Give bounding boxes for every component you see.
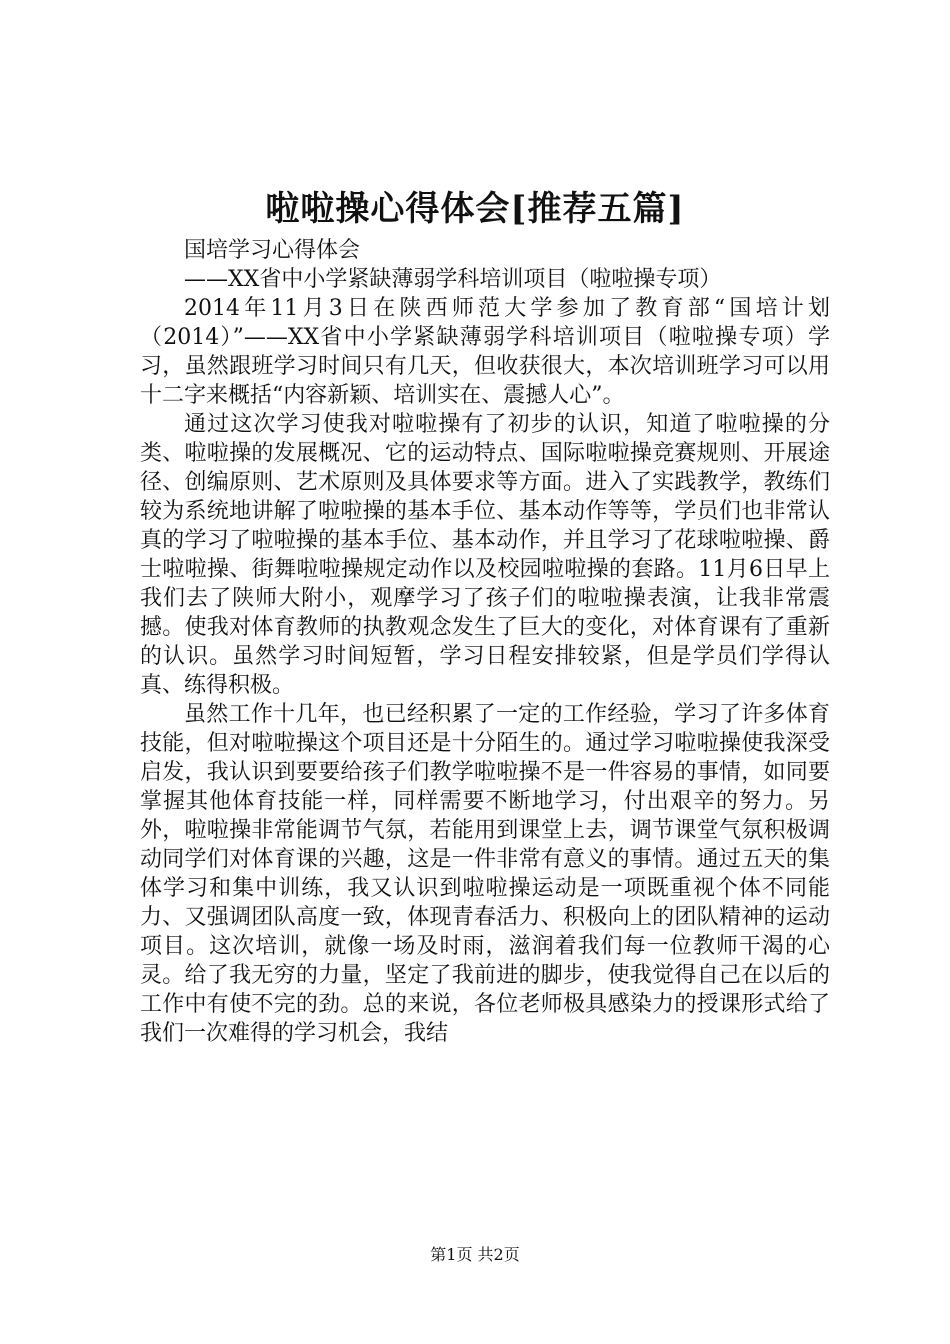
paragraph-project-line: ——XX省中小学紧缺薄弱学科培训项目（啦啦操专项） bbox=[184, 267, 722, 292]
page-number-footer: 第1页 共2页 bbox=[430, 1245, 520, 1264]
document-title: 啦啦操心得体会[推荐五篇] bbox=[265, 189, 685, 229]
paragraph-subtitle: 国培学习心得体会 bbox=[184, 238, 361, 263]
paragraph-learning: 通过这次学习使我对啦啦操有了初步的认识，知道了啦啦操的分类、啦啦操的发展概况、它的运动特点、国际啦啦操竞赛规则、开展途径、创编原则、艺术原则及具体要求等方面。进入了实践教学，教练们较为系统地讲解了啦啦操的基本手位、基本动作等等，学员们也非常认真的学习了啦啦操的基本手位、基本动作，并且学习了花球啦啦操、爵士啦啦操、街舞啦啦操规定动作以及校园啦啦操的套路。11月6日早上我们去了陕师大附小，观摩学习了孩子们的啦啦操表演，让我非常震撼。使我对体育教师的执教观念发生了巨大的变化，对体育课有了重新的认识。虽然学习时间短暂，学习日程安排较紧，但是学员们学得认真、练得积极。 bbox=[140, 412, 830, 698]
paragraph-reflection: 虽然工作十几年，也已经积累了一定的工作经验，学习了许多体育技能，但对啦啦操这个项目还是十分陌生的。通过学习啦啦操使我深受启发，我认识到要要给孩子们教学啦啦操不是一件容易的事情，如同要掌握其他体育技能一样，同样需要不断地学习，付出艰辛的努力。另外，啦啦操非常能调节气氛，若能用到课堂上去，调节课堂气氛积极调动同学们对体育课的兴趣，这是一件非常有意义的事情。通过五天的集体学习和集中训练，我又认识到啦啦操运动是一项既重视个体不同能力、又强调团队高度一致，体现青春活力、积极向上的团队精神的运动项目。这次培训，就像一场及时雨，滋润着我们每一位教师干渴的心灵。给了我无穷的力量，坚定了我前进的脚步，使我觉得自己在以后的工作中有使不完的劲。总的来说，各位老师极具感染力的授课形式给了我们一次难得的学习机会，我结 bbox=[140, 702, 830, 1046]
paragraph-intro: 2014年11月3日在陕西师范大学参加了教育部“国培计划（2014）”——XX省中小学紧缺薄弱学科培训项目（啦啦操专项）学习，虽然跟班学习时间只有几天，但收获很大，本次培训班学习可以用十二字来概括“内容新颖、培训实在、震撼人心”。 bbox=[140, 296, 830, 408]
document-body bbox=[140, 236, 830, 1048]
